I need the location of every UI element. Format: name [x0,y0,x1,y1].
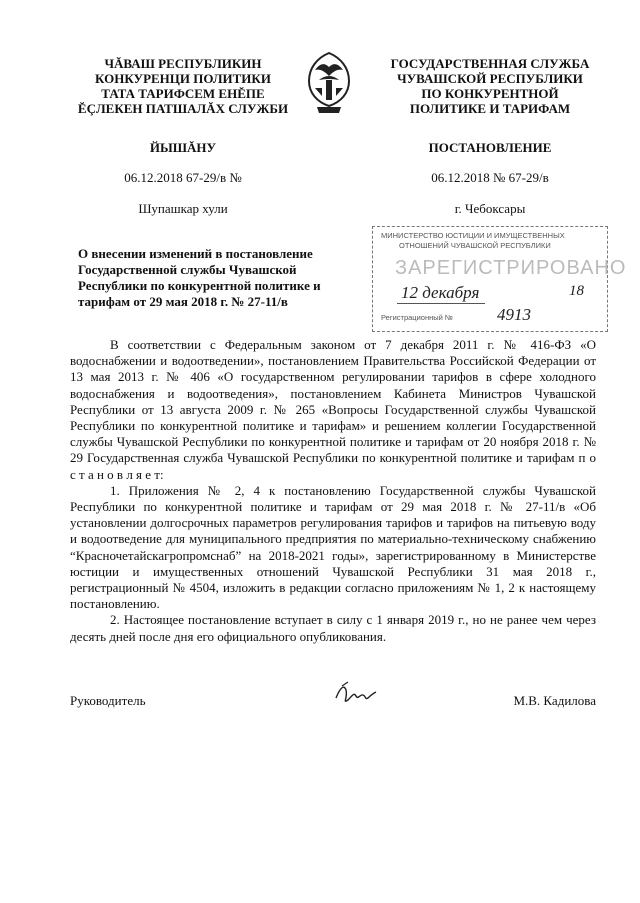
document-body [70,337,596,645]
stamp-registered: ЗАРЕГИСТРИРОВАНО [395,257,627,279]
stamp-reg-number-handwritten: 4913 [497,305,531,324]
stamp-date-underline [397,303,485,304]
header-right-line: ГОСУДАРСТВЕННАЯ СЛУЖБА [390,56,590,71]
handwritten-signature [332,680,380,710]
emblem-icon [300,50,358,116]
doc-type-right: ПОСТАНОВЛЕНИЕ [428,140,552,155]
title-line: О внесении изменений в постановление [78,246,313,261]
header-right-line: ПОЛИТИКЕ И ТАРИФАМ [409,101,571,116]
stamp-line: ОТНОШЕНИЙ ЧУВАШСКОЙ РЕСПУБЛИКИ [399,241,551,250]
stamp-line: МИНИСТЕРСТВО ЮСТИЦИИ И ИМУЩЕСТВЕННЫХ [381,231,565,240]
registration-stamp [372,226,627,332]
doc-type-left: ЙЫШĂНУ [149,140,217,155]
paragraph: В соответствии с Федеральным законом от 7 декабря 2011 г. № 416-ФЗ «О водоснабжении и водоотведении», постановлением Правительства Российской Федерации от 13 мая 2013 г. № 406 «О государственном регулировании тарифов в сфере холодного водоснабжения и водоотведения», постановлением Кабинета Министров Чувашской Республики от 13 августа 2009 г. № 265 «Вопросы Государственной службы Чувашской Республики по конкурентной политике и тарифам» и решением коллегии Государственной службы Чувашской Республики по конкурентной политике и тарифам от 20 ноября 2018 г. № 29 Государственная служба Чувашской Республики по конкурентной политике и тарифам п о с т а н о в л я е т: [70,337,596,482]
title-line: Государственной службы Чувашской [78,262,297,277]
paragraph: 2. Настоящее постановление вступает в силу с 1 января 2019 г., но не ранее чем через десять дней после дня его официального опубликования. [70,612,596,644]
title-line: Республики по конкурентной политике и [78,278,321,293]
title-line: тарифам от 29 мая 2018 г. № 27-11/в [78,294,288,309]
header-left-line: ЧĂВАШ РЕСПУБЛИКИН [104,56,262,71]
stamp-date-handwritten: 12 декабря [401,283,480,302]
date-number-right: 06.12.2018 № 67-29/в [431,170,549,185]
header-left-line: КОНКУРЕНЦИ ПОЛИТИКИ [95,71,271,86]
stamp-reg-label: Регистрационный № [381,313,453,322]
header-left-line: ТАТА ТАРИФСЕМ ЕНĔПЕ [101,86,265,101]
paragraph: 1. Приложения № 2, 4 к постановлению Государственной службы Чувашской Республики по конкурентной политике и тарифам от 29 мая 2018 г. № 27-11/в «Об установлении долгосрочных параметров регулирования тарифов и тарифов на питьевую воду и водоотведение для муниципального предприятия по материально-техническому снабжению “Красночетайскагропромснаб” на 2018-2021 годы», зарегистрированному в Министерстве юстиции и имущественных отношений Чувашской Республики 31 мая 2018 г., регистрационный № 4504, изложить в редакции согласно приложениям № 1, 2 к настоящему постановлению. [70,482,596,612]
stamp-year-handwritten: 18 [569,283,584,299]
date-number-left: 06.12.2018 67-29/в № [124,170,242,185]
header-right-line: ПО КОНКУРЕНТНОЙ [421,86,559,101]
header-left-line: ĔÇЛЕКЕН ПАТШАЛĂХ СЛУЖБИ [77,101,289,116]
header-right-line: ЧУВАШСКОЙ РЕСПУБЛИКИ [397,71,583,86]
header-right [370,56,610,116]
signatory-name: М.В. Кадилова [513,693,596,708]
signatory-position: Руководитель [70,693,146,708]
document-title [78,246,348,310]
city-left: Шупашкар хули [138,201,228,216]
header-left [68,56,298,116]
city-right: г. Чебоксары [454,201,526,216]
